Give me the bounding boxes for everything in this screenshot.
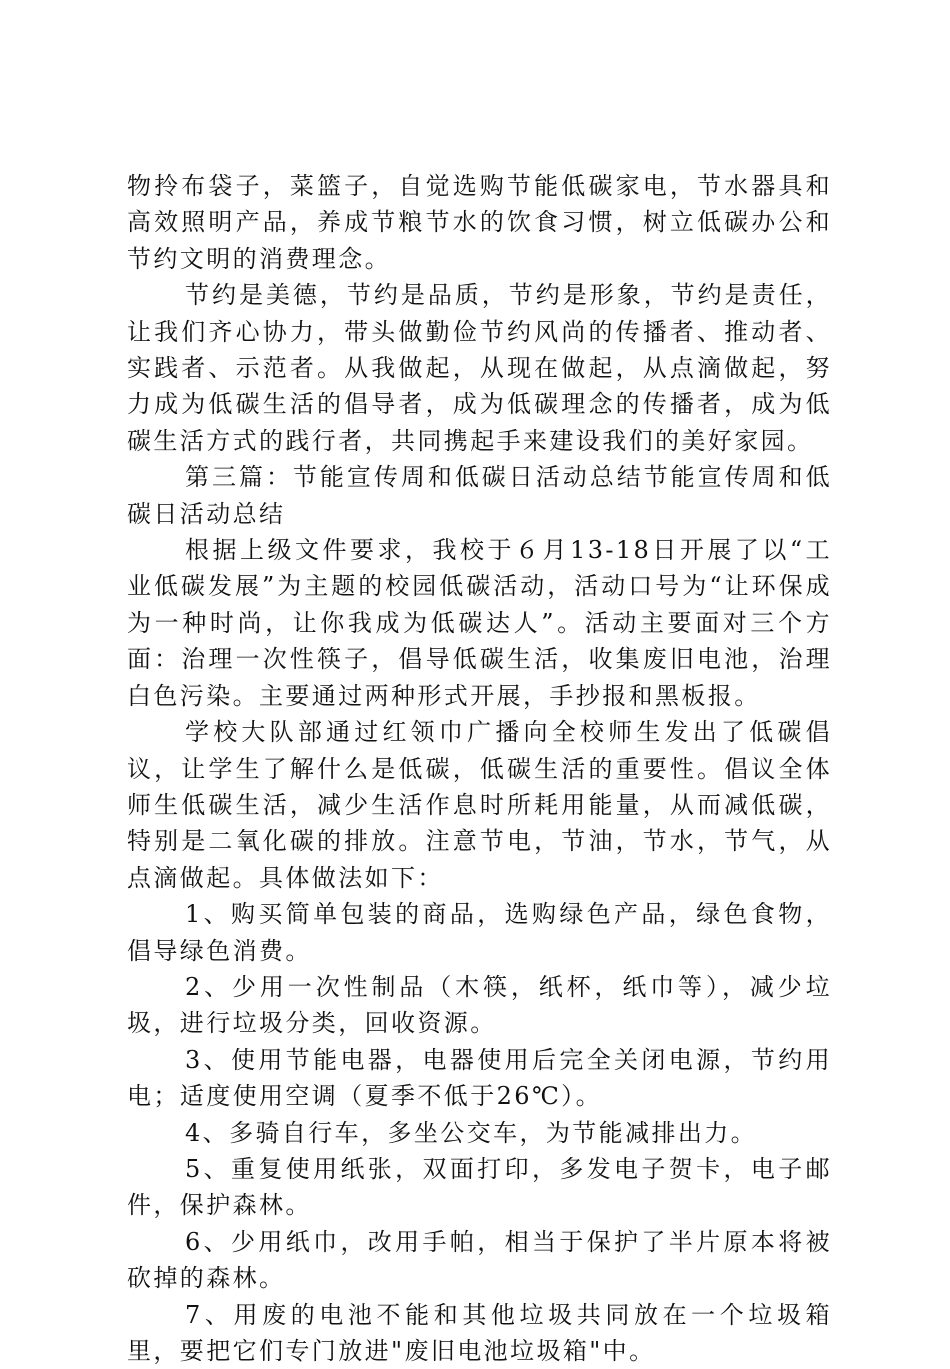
document-body xyxy=(127,168,832,1369)
list-item-7: 7、用废的电池不能和其他垃圾共同放在一个垃圾箱里，要把它们专门放进"废旧电池垃圾箱"中。 xyxy=(127,1300,832,1365)
paragraph-frugality: 节约是美德，节约是品质，节约是形象，节约是责任，让我们齐心协力，带头做勤俭节约风尚的传播者、推动者、实践者、示范者。从我做起，从现在做起，从点滴做起，努力成为低碳生活的倡导者，成为低碳理念的传播者，成为低碳生活方式的践行者，共同携起手来建设我们的美好家园。 xyxy=(127,281,832,455)
list-item-2: 2、少用一次性制品（木筷，纸杯，纸巾等），减少垃圾，进行垃圾分类，回收资源。 xyxy=(127,972,832,1038)
list-item-3: 3、使用节能电器，电器使用后完全关闭电源，节约用电；适度使用空调（夏季不低于26℃）。 xyxy=(127,1045,832,1111)
section-heading: 第三篇：节能宣传周和低碳日活动总结节能宣传周和低碳日活动总结 xyxy=(127,463,832,528)
paragraph-activity-intro: 根据上级文件要求，我校于６月13-18日开展了以“工业低碳发展”为主题的校园低碳活动，活动口号为“让环保成为一种时尚，让你我成为低碳达人”。活动主要面对三个方面：治理一次性筷子，倡导低碳生活，收集废旧电池，治理白色污染。主要通过两种形式开展，手抄报和黑板报。 xyxy=(127,536,832,710)
paragraph-continuation: 物拎布袋子，菜篮子，自觉选购节能低碳家电，节水器具和高效照明产品，养成节粮节水的饮食习惯，树立低碳办公和节约文明的消费理念。 xyxy=(127,172,832,273)
list-item-5: 5、重复使用纸张，双面打印，多发电子贺卡，电子邮件，保护森林。 xyxy=(127,1154,832,1220)
paragraph-initiative: 学校大队部通过红领巾广播向全校师生发出了低碳倡议，让学生了解什么是低碳，低碳生活的重要性。倡议全体师生低碳生活，减少生活作息时所耗用能量，从而减低碳，特别是二氧化碳的排放。注意节电，节油，节水，节气，从点滴做起。具体做法如下： xyxy=(127,718,832,892)
list-item-4: 4、多骑自行车，多坐公交车，为节能减排出力。 xyxy=(185,1118,758,1147)
list-item-1: 1、购买简单包装的商品，选购绿色产品，绿色食物，倡导绿色消费。 xyxy=(127,900,832,965)
list-item-6: 6、少用纸巾，改用手帕，相当于保护了半片原本将被砍掉的森林。 xyxy=(127,1227,832,1293)
